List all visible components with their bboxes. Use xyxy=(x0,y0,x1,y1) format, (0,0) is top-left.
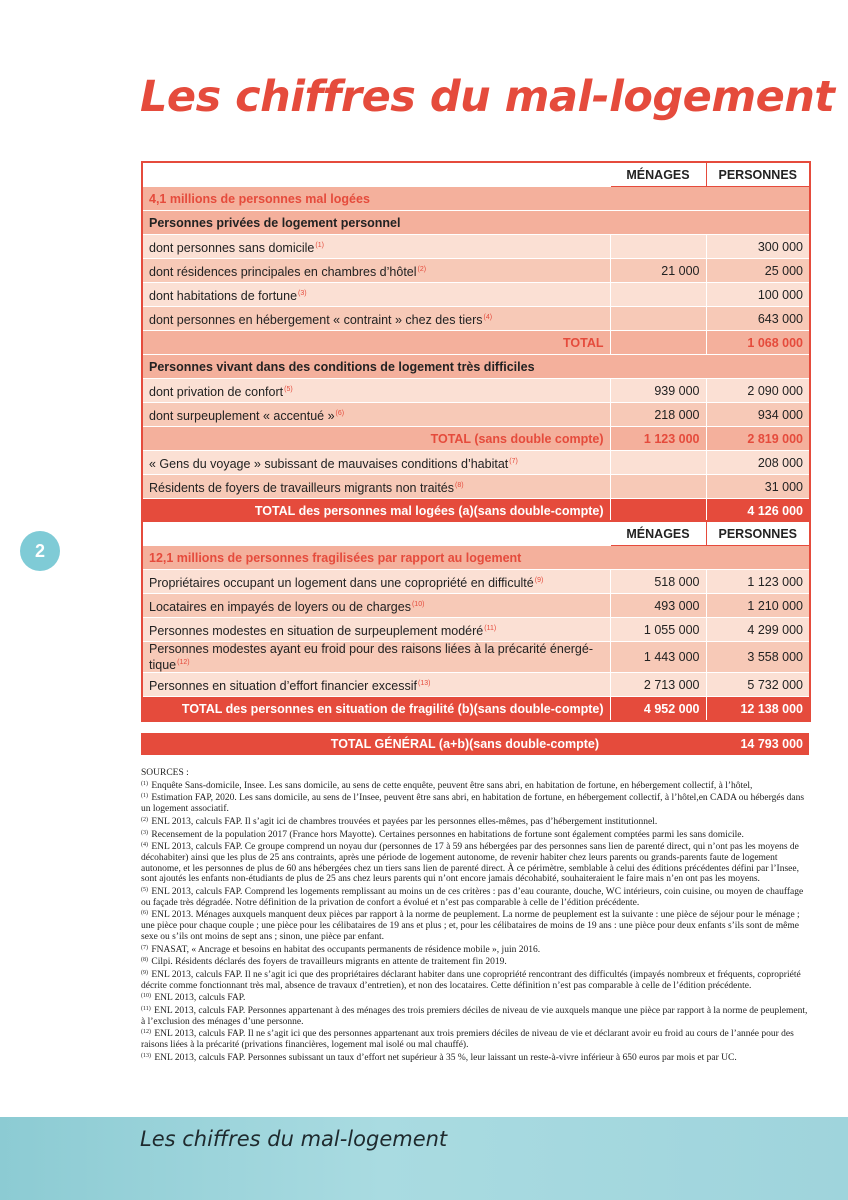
header-personnes: PERSONNES xyxy=(706,162,810,187)
note-mark: (7) xyxy=(141,944,148,951)
row-label-cell xyxy=(142,570,610,594)
row-label: dont surpeuplement « accentué » xyxy=(149,408,335,423)
row-label: Personnes modestes ayant eu froid pour des raisons liées à la précarité énergé-tique xyxy=(149,642,594,672)
row-menages: 21 000 xyxy=(610,259,706,283)
table-row xyxy=(142,570,810,594)
row-label-cell xyxy=(142,235,610,259)
row-personnes: 643 000 xyxy=(706,307,810,331)
source-note xyxy=(141,968,809,991)
table-mal-loges xyxy=(141,161,811,524)
grand-total-row xyxy=(142,697,810,722)
row-personnes: 3 558 000 xyxy=(706,642,810,673)
row-personnes: 5 732 000 xyxy=(706,673,810,697)
note-mark: (3) xyxy=(141,829,148,836)
row-menages xyxy=(610,283,706,307)
source-note xyxy=(141,840,809,885)
row-label: Résidents de foyers de travailleurs migrants non traités xyxy=(149,480,455,495)
note-text: ENL 2013, calculs FAP. Il ne s’agit ici que des propriétaires déclarant habiter dans une copropriété rencontrant des difficultés (impayés nombreux et fréquents, copropriété décrite comme fonctionnant très mal, absence de travaux d’entretien), et non des locataires. Cette définition n’est pas comparable à celle de l’édition précédente. xyxy=(141,969,801,991)
row-personnes: 100 000 xyxy=(706,283,810,307)
row-label: dont personnes en hébergement « contraint » chez des tiers xyxy=(149,312,483,327)
row-label-cell xyxy=(142,259,610,283)
note-text: Enquête Sans-domicile, Insee. Les sans domicile, au sens de cette enquête, peuvent être sans abri, en habitation de fortune, en hébergement collectif, à l’hôtel, xyxy=(151,780,753,791)
section-heading: 12,1 millions de personnes fragilisées par rapport au logement xyxy=(142,546,810,570)
header-menages: MÉNAGES xyxy=(610,162,706,187)
note-mark: (1) xyxy=(141,793,148,800)
footnote-mark: (4) xyxy=(483,313,493,321)
footnote-mark: (7) xyxy=(509,457,518,465)
footnote-mark: (12) xyxy=(177,659,190,666)
note-text: ENL 2013, calculs FAP. Personnes subissant un taux d’effort net supérieur à 35 %, leur laissant un reste-à-vivre inférieur à 650 euros par mois et par UC. xyxy=(154,1052,737,1063)
row-label-cell xyxy=(142,618,610,642)
source-note xyxy=(141,1004,809,1027)
sources-notes xyxy=(141,768,809,1064)
row-menages: 1 055 000 xyxy=(610,618,706,642)
note-text: ENL 2013, calculs FAP. Il ne s’agit ici que des personnes appartenant aux trois premiers déciles de niveau de vie et déclarant avoir eu froid au cours de l’année pour des raisons liées à la précarité (privations financières, logement mal isolé ou mal chauffé). xyxy=(141,1029,794,1051)
row-label-cell xyxy=(142,642,610,673)
note-mark: (9) xyxy=(141,969,148,976)
footnote-mark: (5) xyxy=(284,385,293,393)
grand-total-personnes: 12 138 000 xyxy=(706,697,810,722)
row-personnes: 2 090 000 xyxy=(706,379,810,403)
row-label: Locataires en impayés de loyers ou de charges xyxy=(149,599,411,614)
group-heading-row xyxy=(142,211,810,235)
grand-total-label: TOTAL des personnes en situation de fragilité (b)(sans double-compte) xyxy=(142,697,610,722)
header-personnes: PERSONNES xyxy=(706,521,810,546)
table-row xyxy=(142,618,810,642)
table-row xyxy=(142,283,810,307)
source-note xyxy=(141,779,809,792)
row-label-cell xyxy=(142,403,610,427)
note-text: Estimation FAP, 2020. Les sans domicile, au sens de l’Insee, peuvent être sans abri, en habitation de fortune, en hébergement collectif, à l’hôtel,en CADA ou hébergés dans un logement associatif. xyxy=(141,793,805,815)
row-personnes: 25 000 xyxy=(706,259,810,283)
source-note xyxy=(141,828,809,841)
row-label-cell xyxy=(142,283,610,307)
table-row xyxy=(142,235,810,259)
row-personnes: 934 000 xyxy=(706,403,810,427)
grand-total-menages: 4 952 000 xyxy=(610,697,706,722)
section-heading-row xyxy=(142,187,810,211)
row-label: dont habitations de fortune xyxy=(149,288,298,303)
table-row xyxy=(142,475,810,499)
row-label-cell xyxy=(142,307,610,331)
footnote-mark: (8) xyxy=(455,481,464,489)
row-label: dont privation de confort xyxy=(149,384,284,399)
header-empty-cell xyxy=(142,521,610,546)
row-label-cell xyxy=(142,673,610,697)
row-menages xyxy=(610,451,706,475)
table-header-row xyxy=(142,162,810,187)
group-heading-row xyxy=(142,355,810,379)
note-mark: (11) xyxy=(141,1006,151,1013)
row-personnes: 208 000 xyxy=(706,451,810,475)
note-text: ENL 2013, calculs FAP. Comprend les logements remplissant au moins un de ces critères : pas d’eau courante, douche, WC intérieurs, coin cuisine, ou moyen de chauffage ou façade très dégradée. Notre définition de la privation de confort a évolué et n’est pas comparable à celle de l’édition précédente. xyxy=(141,887,804,908)
section-heading: 4,1 millions de personnes mal logées xyxy=(142,187,810,211)
footnote-mark: (10) xyxy=(411,600,425,608)
row-label-cell xyxy=(142,451,610,475)
source-note xyxy=(141,908,809,942)
table-row xyxy=(142,451,810,475)
row-personnes: 300 000 xyxy=(706,235,810,259)
source-note xyxy=(141,815,809,828)
footnote-mark: (1) xyxy=(315,241,324,249)
table-row xyxy=(142,673,810,697)
source-note xyxy=(141,791,809,814)
subtotal-label: TOTAL xyxy=(142,331,610,355)
table-row xyxy=(142,642,810,673)
page-title: Les chiffres du mal-logement xyxy=(140,72,835,122)
note-mark: (4) xyxy=(141,842,148,849)
sources-heading: SOURCES : xyxy=(141,768,189,778)
row-label: dont résidences principales en chambres d’hôtel xyxy=(149,264,417,279)
row-label-cell xyxy=(142,379,610,403)
subtotal-menages: 1 123 000 xyxy=(610,427,706,451)
grand-total-personnes: 4 126 000 xyxy=(706,499,810,524)
note-mark: (1) xyxy=(141,780,148,787)
note-mark: (6) xyxy=(141,910,148,917)
footer-band xyxy=(0,1117,848,1200)
table-row xyxy=(142,307,810,331)
table-row xyxy=(142,594,810,618)
footnote-mark: (3) xyxy=(298,289,307,297)
final-total-value: 14 793 000 xyxy=(740,737,803,751)
note-text: ENL 2013. Ménages auxquels manquent deux pièces par rapport à la norme de peuplement. La norme de peuplement est la suivante : une pièce de séjour pour le ménage ; une pièce pour chaque couple ; une pièce pour les célibataires de 19 ans et plus ; et, pour les célibataires de moins de 19 ans : une pièce pour deux enfants s’ils sont de même sexe ou s’ils ont moins de sept ans ; sinon, une pièce par enfant. xyxy=(141,910,800,942)
row-label: Personnes modestes en situation de surpeuplement modéré xyxy=(149,623,484,638)
header-menages: MÉNAGES xyxy=(610,521,706,546)
table-header-row xyxy=(142,521,810,546)
subtotal-row xyxy=(142,427,810,451)
note-mark: (13) xyxy=(141,1052,151,1059)
footnote-mark: (2) xyxy=(417,265,427,273)
row-personnes: 1 123 000 xyxy=(706,570,810,594)
row-label-cell xyxy=(142,594,610,618)
note-text: Cilpi. Résidents déclarés des foyers de travailleurs migrants en attente de traitement fin 2019. xyxy=(151,957,507,968)
row-menages: 518 000 xyxy=(610,570,706,594)
subtotal-personnes: 2 819 000 xyxy=(706,427,810,451)
row-menages xyxy=(610,307,706,331)
source-note xyxy=(141,1051,809,1064)
footnote-mark: (11) xyxy=(484,624,497,632)
note-text: ENL 2013, calculs FAP. xyxy=(154,993,246,1004)
note-text: ENL 2013, calculs FAP. Il s’agit ici de chambres trouvées et payées par les personnes elles-mêmes, pas d’hébergement institutionnel. xyxy=(151,816,658,827)
row-personnes: 31 000 xyxy=(706,475,810,499)
row-label: Personnes en situation d’effort financier excessif xyxy=(149,678,417,693)
footnote-mark: (9) xyxy=(534,576,544,584)
source-note xyxy=(141,885,809,908)
row-menages: 2 713 000 xyxy=(610,673,706,697)
page-number-badge: 2 xyxy=(20,531,60,571)
grand-total-label: TOTAL des personnes mal logées (a)(sans double-compte) xyxy=(142,499,610,524)
footnote-mark: (13) xyxy=(417,679,431,687)
footer-title: Les chiffres du mal-logement xyxy=(140,1127,448,1151)
row-personnes: 4 299 000 xyxy=(706,618,810,642)
note-text: ENL 2013, calculs FAP. Ce groupe comprend un noyau dur (personnes de 17 à 59 ans hébergées par des personnes sans lien de parenté direct, qui n’ont pas les moyens de décohabiter) ainsi que les plus de 25 ans contraints, après une période de logement autonome, de revenir habiter chez leurs parents ou grands-parents faute de logement autonome, et les personnes de plus de 60 ans hébergées chez un tiers sans lien de parenté direct. À ce périmètre, semblable à celui des éditions précédentes défini par l’Insee, sont ajoutés les enfants non-étudiants de plus de 25 ans chez leurs parents qui n’ont encore jamais décohabité, souhaiteraient le faire mais n’en ont pas les moyens. xyxy=(141,842,799,885)
footnote-mark: (6) xyxy=(335,409,345,417)
subtotal-label: TOTAL (sans double compte) xyxy=(142,427,610,451)
source-note xyxy=(141,1027,809,1050)
row-menages: 939 000 xyxy=(610,379,706,403)
note-text: FNASAT, « Ancrage et besoins en habitat des occupants permanents de résidence mobile », juin 2016. xyxy=(151,944,541,955)
table-fragilisees xyxy=(141,520,811,722)
final-total-bar xyxy=(141,733,809,755)
source-note xyxy=(141,991,809,1004)
note-mark: (8) xyxy=(141,957,148,964)
row-menages xyxy=(610,475,706,499)
row-menages: 1 443 000 xyxy=(610,642,706,673)
row-menages xyxy=(610,235,706,259)
subtotal-menages xyxy=(610,331,706,355)
section-heading-row xyxy=(142,546,810,570)
source-note xyxy=(141,955,809,968)
row-label: Propriétaires occupant un logement dans une copropriété en difficulté xyxy=(149,575,534,590)
header-empty-cell xyxy=(142,162,610,187)
note-text: Recensement de la population 2017 (France hors Mayotte). Certaines personnes en habitations de fortune sont également comptées parmi les sans domicile. xyxy=(151,829,744,840)
row-label: « Gens du voyage » subissant de mauvaises conditions d’habitat xyxy=(149,456,509,471)
row-label: dont personnes sans domicile xyxy=(149,240,315,255)
group-heading: Personnes vivant dans des conditions de logement très difficiles xyxy=(142,355,810,379)
table-row xyxy=(142,379,810,403)
table-row xyxy=(142,403,810,427)
note-mark: (12) xyxy=(141,1029,151,1036)
row-personnes: 1 210 000 xyxy=(706,594,810,618)
table-row xyxy=(142,259,810,283)
row-menages: 493 000 xyxy=(610,594,706,618)
note-mark: (5) xyxy=(141,887,148,894)
row-label-cell xyxy=(142,475,610,499)
final-total-label: TOTAL GÉNÉRAL (a+b)(sans double-compte) xyxy=(330,737,599,751)
subtotal-row xyxy=(142,331,810,355)
note-text: ENL 2013, calculs FAP. Personnes appartenant à des ménages des trois premiers déciles de niveau de vie auxquels manque une pièce par rapport à la norme de peuplement, à l’exclusion des ménages d’une personne. xyxy=(141,1006,808,1027)
subtotal-personnes: 1 068 000 xyxy=(706,331,810,355)
note-mark: (10) xyxy=(141,993,151,1000)
note-mark: (2) xyxy=(141,816,148,823)
source-note xyxy=(141,943,809,956)
group-heading: Personnes privées de logement personnel xyxy=(142,211,810,235)
row-menages: 218 000 xyxy=(610,403,706,427)
